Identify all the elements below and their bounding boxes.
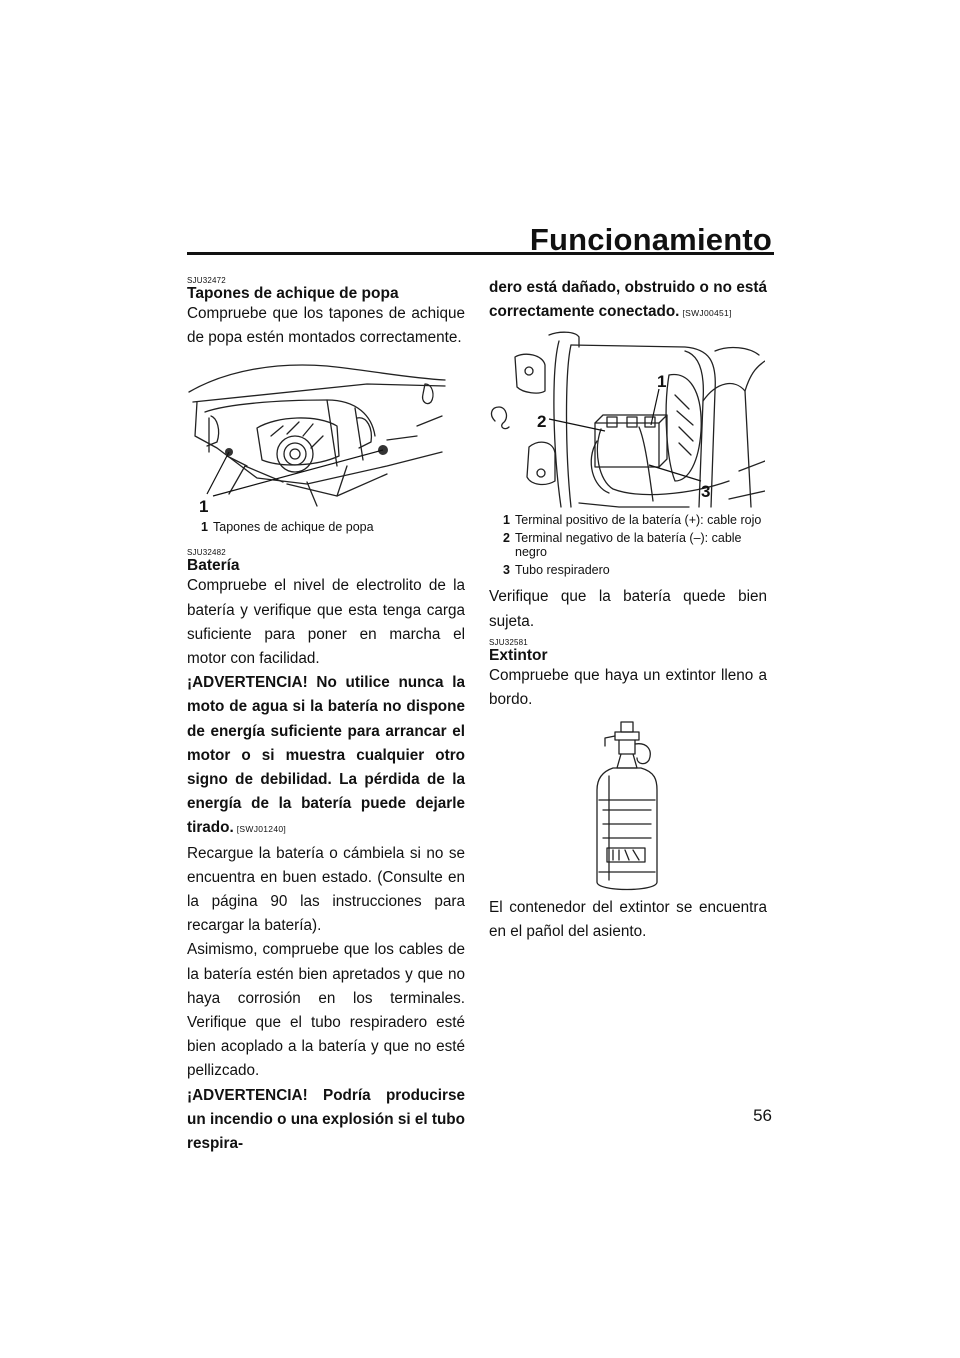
caption-number: 2: [503, 531, 510, 546]
caption-text: Tubo respiradero: [515, 563, 610, 578]
caption-number: 3: [503, 563, 510, 578]
header-rule: [187, 252, 774, 255]
left-column: [187, 276, 465, 1156]
figure-label-3: 3: [701, 482, 711, 502]
right-column: [489, 276, 767, 945]
caption-text: Terminal positivo de la batería (+): cable rojo: [515, 513, 762, 528]
figure-label-1: 1: [199, 497, 209, 517]
caption-text: Tapones de achique de popa: [213, 520, 374, 535]
scuppers-captions: [187, 520, 465, 534]
warning-ref: [SWJ01240]: [236, 824, 287, 835]
caption-item: [489, 513, 767, 527]
section-code: SJU32482: [187, 548, 226, 558]
scuppers-illustration: [187, 356, 449, 516]
figure-label-1: 1: [657, 372, 667, 392]
caption-text: Terminal negativo de la batería (–): cable negro: [515, 531, 742, 560]
battery-p2: Recargue la batería o cámbiela si no se encuentra en buen estado. (Consulte en la página 90 las instrucciones para recargar la batería).: [187, 844, 465, 935]
caption-number: 1: [201, 520, 208, 535]
section-title-extinguisher: Extintor: [489, 646, 548, 664]
battery-warning-2-start: ¡ADVERTENCIA! Podría producirse un incendio o una explosión si el tubo respira-: [187, 1086, 465, 1153]
battery-illustration: [489, 331, 765, 509]
section-title-battery: Batería: [187, 557, 240, 575]
warning-text: ¡ADVERTENCIA! No utilice nunca la moto de agua si la batería no dispone de energía suficiente para arrancar el motor o si muestra cualquier otro signo de debilidad. La pérdida de la energía de la batería puede dejarle tirado.: [187, 674, 465, 837]
caption-item: [489, 563, 767, 577]
battery-captions: [489, 513, 767, 577]
extinguisher-outro: El contenedor del extintor se encuentra en el pañol del asiento.: [489, 899, 767, 941]
page-number: 56: [753, 1106, 772, 1125]
caption-item: [187, 520, 465, 534]
battery-warning-2-end: [489, 276, 767, 325]
extinguisher-illustration: [489, 720, 765, 896]
section-code: SJU32472: [187, 276, 226, 285]
battery-warning-1: [187, 671, 465, 841]
warning-text: dero está dañado, obstruido o no está correctamente conectado.: [489, 279, 767, 321]
battery-p4: Verifique que la batería quede bien sujeta.: [489, 588, 767, 630]
battery-p3: Asimismo, compruebe que los cables de la batería estén bien apretados y que no haya corrosión en los terminales. Verifique que el tubo respiradero esté bien acoplado a la batería y que no esté pellizcado.: [187, 941, 465, 1080]
section-code: SJU32581: [489, 637, 528, 647]
warning-ref: [SWJ00451]: [682, 308, 732, 319]
caption-item: [489, 531, 767, 559]
caption-number: 1: [503, 513, 510, 528]
extinguisher-intro: Compruebe que haya un extintor lleno a bordo.: [489, 666, 767, 709]
section-title-scuppers: Tapones de achique de popa: [187, 285, 399, 302]
battery-p1: Compruebe el nivel de electrolito de la batería y verifique que esta tenga carga suficiente para poner en marcha el motor con facilidad.: [187, 577, 465, 668]
scuppers-intro: Compruebe que los tapones de achique de popa estén montados correctamente.: [187, 305, 465, 347]
figure-label-2: 2: [537, 412, 547, 432]
page-header-title: Funcionamiento: [529, 222, 772, 257]
